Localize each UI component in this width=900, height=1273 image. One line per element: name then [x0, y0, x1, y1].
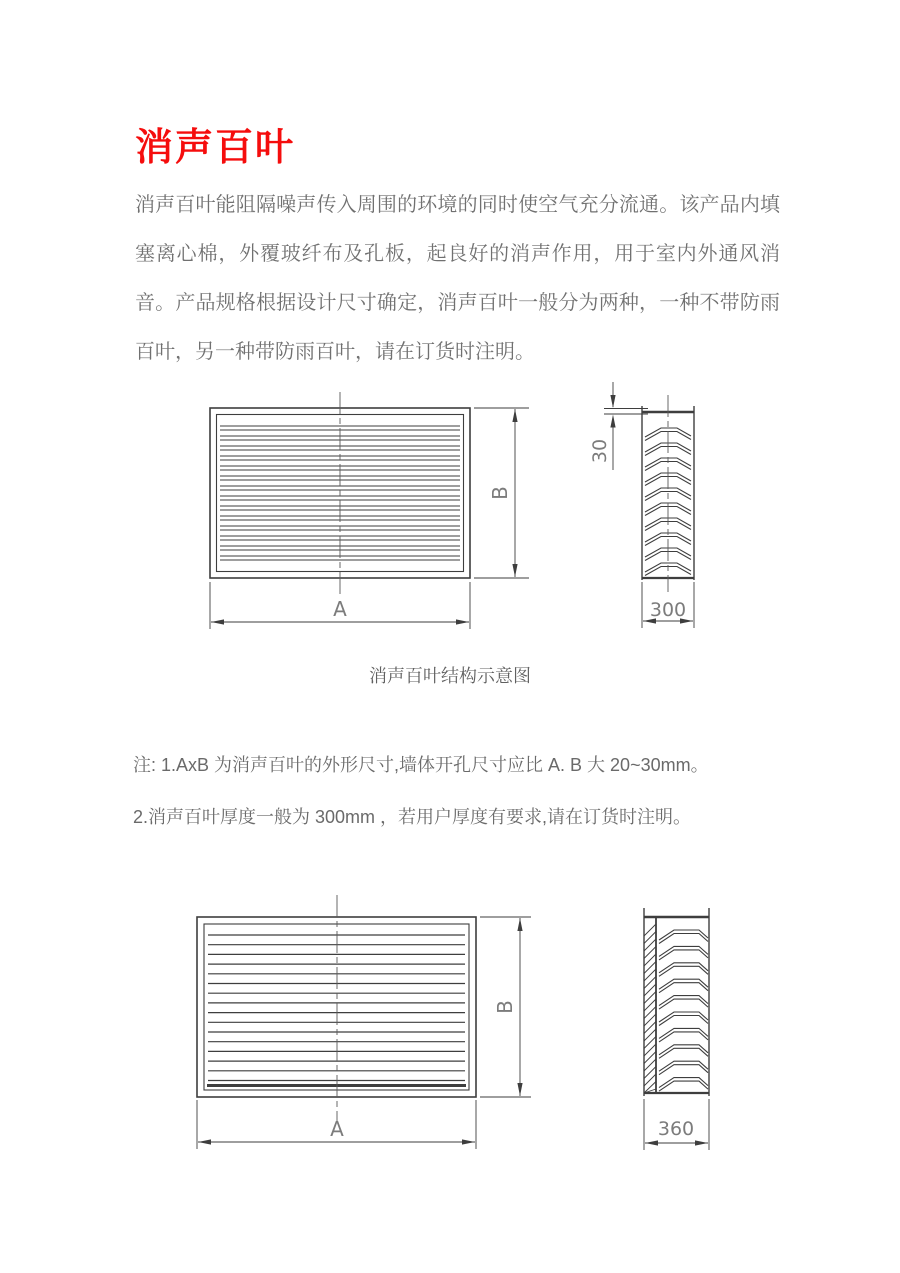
- figure2-rainproof-louver-schematic: [0, 880, 900, 1180]
- intro-paragraph: 消声百叶能阻隔噪声传入周围的环境的同时使空气充分流通。该产品内填塞离心棉，外覆玻纤布及孔板，起良好的消声作用，用于室内外通风消音。产品规格根据设计尺寸确定，消声百叶一般分为两种，一种不带防雨百叶，另一种带防雨百叶，请在订货时注明。: [135, 194, 780, 363]
- figure-caption: 消声百叶结构示意图: [369, 666, 531, 686]
- dim-label-height-B: B: [488, 486, 512, 500]
- dim-label-width-A: A: [333, 597, 347, 621]
- dim-label-pitch-30: 30: [589, 438, 611, 464]
- note-1: 注: 1.AxB 为消声百叶的外形尺寸,墙体开孔尺寸应比 A. B 大 20~30mm。: [133, 755, 709, 775]
- dim-label-height-B: B: [493, 1000, 517, 1014]
- page-title: 消声百叶: [135, 127, 296, 169]
- dim-label-depth-360: 360: [657, 1118, 695, 1140]
- dim-label-depth-300: 300: [649, 599, 687, 621]
- dim-label-width-A: A: [330, 1117, 344, 1141]
- figure1-louver-schematic: [0, 370, 900, 670]
- note-2: 2.消声百叶厚度一般为 300mm ，若用户厚度有要求,请在订货时注明。: [133, 807, 692, 827]
